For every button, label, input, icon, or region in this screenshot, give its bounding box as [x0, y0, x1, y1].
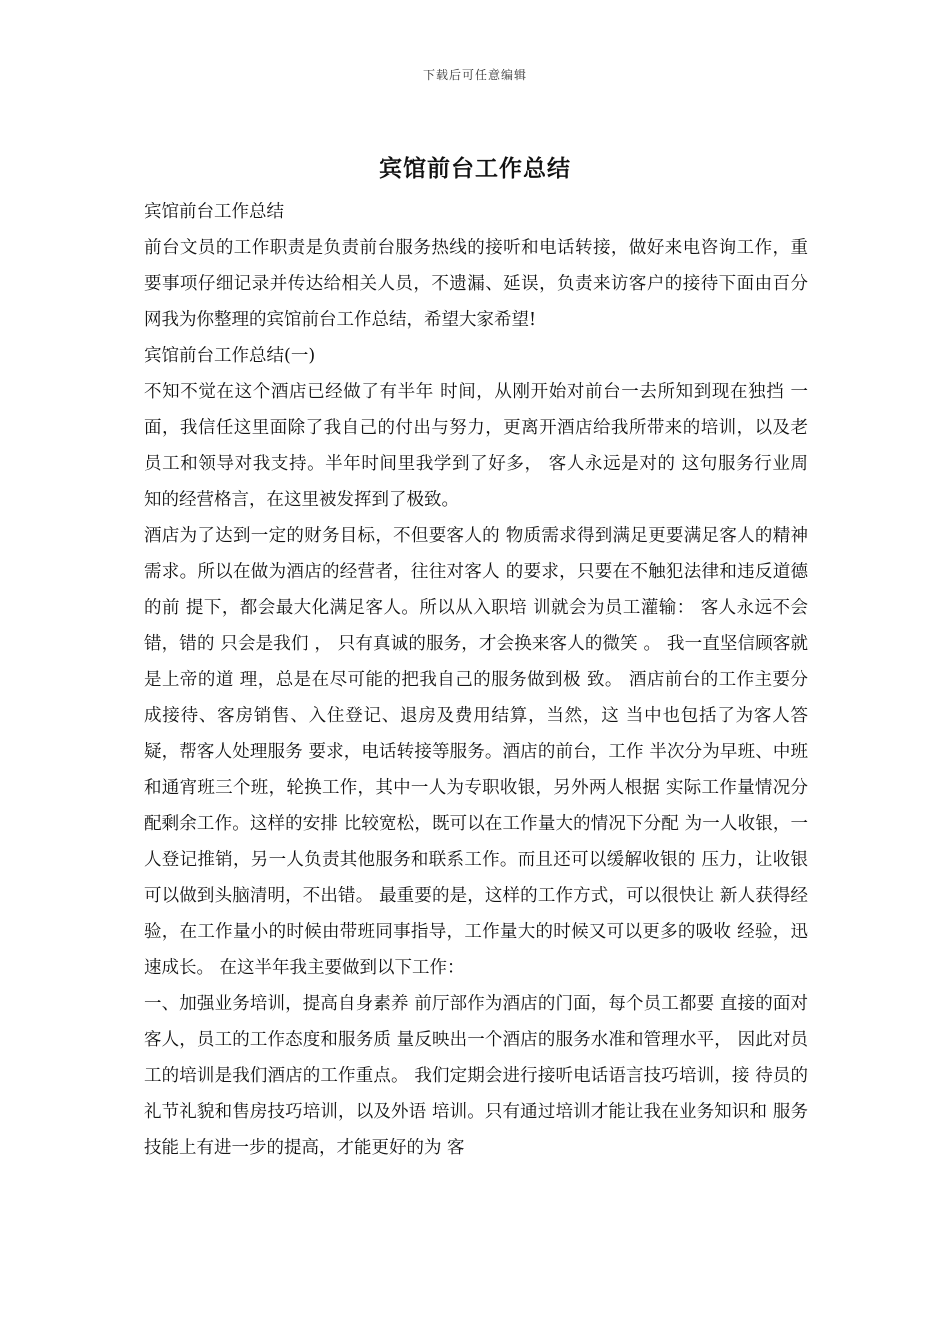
document-subtitle: 宾馆前台工作总结 — [144, 202, 284, 222]
section-heading: 宾馆前台工作总结(一) — [144, 346, 316, 366]
body-paragraph-2: 酒店为了达到一定的财务目标，不但要客人的 物质需求得到满足更要满足客人的精神需求。所以在做为酒店的经营者，往往对客人 的要求，只要在不触犯法律和违反道德的前 提下，都会最大化满足客人。所以从入职培 训就会为员工灌输： 客人永远不会错，错的 只会是我们 ， 只有真诚的服务，才会换来客人的微笑 。 我一直坚信顾客就是上帝的道 理，总是在尽可能的把我自己的服务做到极 致。 酒店前台的工作主要分成接待、客房销售、入住登记、退房及费用结算，当然，这 当中也包括了为客人答疑，帮客人处理服务 要求，电话转接等服务。酒店的前台，工作 半次分为早班、中班和通宵班三个班，轮换工作，其中一人为专职收银，另外两人根据 实际工作量情况分配剩余工作。这样的安排 比较宽松，既可以在工作量大的情况下分配 为一人收银，一人登记推销，另一人负责其他服务和联系工作。而且还可以缓解收银的 压力，让收银可以做到头脑清明，不出错。 最重要的是，这样的工作方式，可以很快让 新人获得经验，在工作量小的时候由带班同事指导，工作量大的时候又可以更多的吸收 经验，迅速成长。 在这半年我主要做到以下工作： — [144, 526, 808, 978]
document-body — [144, 194, 808, 1166]
header-note: 下载后可任意编辑 — [422, 68, 527, 82]
intro-paragraph: 前台文员的工作职责是负责前台服务热线的接听和电话转接，做好来电咨询工作，重要事项仔细记录并传达给相关人员，不遗漏、延误，负责来访客户的接待下面由百分网我为你整理的宾馆前台工作总结，希望大家希望! — [144, 238, 808, 330]
body-paragraph-3: 一、加强业务培训，提高自身素养 前厅部作为酒店的门面，每个员工都要 直接的面对客人，员工的工作态度和服务质 量反映出一个酒店的服务水准和管理水平， 因此对员工的培训是我们酒店的工作重点。 我们定期会进行接听电话语言技巧培训，接 待员的礼节礼貌和售房技巧培训，以及外语 培训。只有通过培训才能让我在业务知识和 服务技能上有进一步的提高，才能更好的为 客 — [144, 994, 808, 1158]
body-paragraph-1: 不知不觉在这个酒店已经做了有半年 时间，从刚开始对前台一去所知到现在独挡 一面，我信任这里面除了我自己的付出与努力，更离开酒店给我所带来的培训，以及老员工和领导对我支持。半年时间里我学到了好多， 客人永远是对的 这句服务行业周 知的经营格言，在这里被发挥到了极致。 — [144, 382, 808, 510]
document-title: 宾馆前台工作总结 — [379, 155, 571, 182]
